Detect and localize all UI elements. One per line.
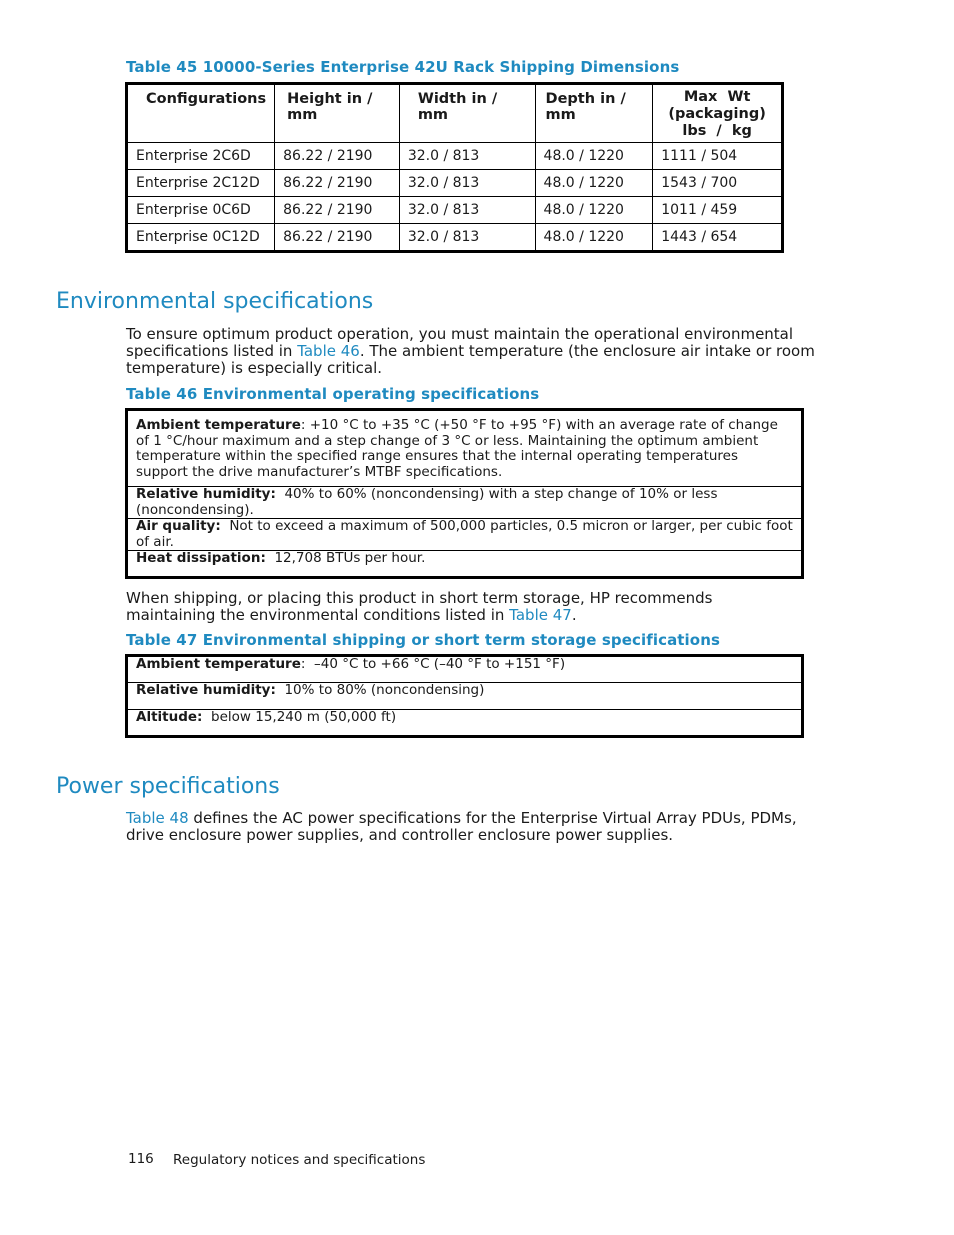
shipping-paragraph	[126, 590, 806, 624]
table-row	[127, 487, 803, 519]
max-weight-line: lbs / kg	[682, 123, 752, 139]
table-cell: 1111 / 504	[653, 143, 783, 170]
spec-text: Not to exceed a maximum of 500,000 particles, 0.5 micron or larger, per cubic foot of air.	[136, 518, 798, 550]
shipping-dimensions-table	[125, 82, 784, 253]
column-header: Configurations	[127, 84, 275, 143]
spec-sep: :	[300, 417, 306, 433]
table-row	[127, 710, 803, 737]
table-cell: Enterprise 0C12D	[127, 224, 275, 252]
table-row	[127, 410, 803, 487]
table-cell: 1011 / 459	[653, 197, 783, 224]
table-46-caption: Table 46 Environmental operating specifications	[126, 385, 540, 403]
table-row	[127, 170, 783, 197]
section-title-environmental: Environmental specifications	[56, 289, 374, 314]
table-cell: 32.0 / 813	[399, 197, 535, 224]
section-title-power: Power specifications	[56, 774, 280, 799]
spec-text: +10 °C to +35 °C (+50 °F to +95 °F) with an average rate of change of 1 °C/hour maximum and a step change of 3 °C or less. Maintaining the optimum ambient temperature within the specified range ensures that the internal operating temperatures support the drive manufacturer’s MTBF specifications.	[136, 417, 778, 480]
table-48-link[interactable]: Table 48	[126, 809, 189, 827]
table-47-caption: Table 47 Environmental shipping or short term storage specifications	[126, 631, 721, 649]
table-cell: 86.22 / 2190	[275, 170, 400, 197]
paragraph-text: .	[571, 606, 577, 624]
table-cell: 48.0 / 1220	[535, 224, 653, 252]
spec-text: below 15,240 m (50,000 ft)	[202, 709, 397, 725]
spec-sep: :	[300, 656, 306, 672]
paragraph-text: defines the AC power specifications for the Enterprise Virtual Array PDUs, PDMs, drive enclosure power supplies, and controller enclosure power supplies.	[126, 809, 797, 844]
spec-label: Ambient temperature	[136, 656, 301, 672]
spec-cell	[127, 551, 803, 578]
table-row	[127, 224, 783, 252]
table-cell: 48.0 / 1220	[535, 197, 653, 224]
table-cell: Enterprise 2C6D	[127, 143, 275, 170]
spec-text: 12,708 BTUs per hour.	[265, 550, 426, 566]
column-header-max-weight	[653, 84, 783, 143]
table-row	[127, 683, 803, 710]
environmental-shipping-table	[125, 654, 804, 738]
table-header-row	[127, 84, 783, 143]
footer-section-title: Regulatory notices and specifications	[173, 1152, 426, 1168]
table-row	[127, 143, 783, 170]
table-row	[127, 656, 803, 683]
spec-label: Relative humidity:	[136, 486, 276, 502]
spec-cell	[127, 487, 803, 519]
spec-cell	[127, 410, 803, 487]
table-cell: 32.0 / 813	[399, 170, 535, 197]
column-header: Depth in / mm	[535, 84, 653, 143]
table-46-link[interactable]: Table 46	[297, 342, 360, 360]
page-number: 116	[128, 1151, 154, 1167]
spec-text: 40% to 60% (noncondensing) with a step change of 10% or less (noncondensing).	[136, 486, 722, 518]
table-row	[127, 551, 803, 578]
table-cell: 48.0 / 1220	[535, 143, 653, 170]
table-cell: Enterprise 2C12D	[127, 170, 275, 197]
table-row	[127, 197, 783, 224]
table-cell: 86.22 / 2190	[275, 143, 400, 170]
spec-cell	[127, 683, 803, 710]
spec-cell	[127, 710, 803, 737]
paragraph-text: When shipping, or placing this product in short term storage, HP recommends maintaining the environmental conditions listed in	[126, 589, 713, 624]
column-header: Height in / mm	[275, 84, 400, 143]
environmental-operating-table	[125, 408, 804, 579]
max-weight-line: Max Wt	[683, 89, 751, 105]
spec-cell	[127, 656, 803, 683]
max-weight-line: (packaging)	[668, 106, 766, 122]
table-cell: 48.0 / 1220	[535, 170, 653, 197]
paragraph-text: . The ambient temperature (the enclosure air intake or room temperature) is especially critical.	[126, 342, 815, 377]
environmental-intro-paragraph	[126, 326, 831, 377]
spec-text: 10% to 80% (noncondensing)	[275, 682, 485, 698]
spec-text: –40 °C to +66 °C (–40 °F to +151 °F)	[305, 656, 566, 672]
spec-label: Heat dissipation:	[136, 550, 266, 566]
spec-label: Air quality:	[136, 518, 221, 534]
table-cell: 1443 / 654	[653, 224, 783, 252]
spec-label: Altitude:	[136, 709, 203, 725]
column-header: Width in / mm	[399, 84, 535, 143]
table-row	[127, 519, 803, 551]
paragraph-text: To ensure optimum product operation, you must maintain the operational environmental specifications listed in	[126, 325, 794, 360]
table-cell: 86.22 / 2190	[275, 224, 400, 252]
table-cell: 86.22 / 2190	[275, 197, 400, 224]
table-cell: 1543 / 700	[653, 170, 783, 197]
power-paragraph	[126, 810, 838, 844]
spec-label: Ambient temperature	[136, 417, 301, 433]
table-47-link[interactable]: Table 47	[509, 606, 572, 624]
spec-label: Relative humidity:	[136, 682, 276, 698]
table-cell: 32.0 / 813	[399, 143, 535, 170]
table-cell: 32.0 / 813	[399, 224, 535, 252]
spec-cell	[127, 519, 803, 551]
table-45-caption: Table 45 10000-Series Enterprise 42U Rack Shipping Dimensions	[126, 58, 680, 76]
table-cell: Enterprise 0C6D	[127, 197, 275, 224]
